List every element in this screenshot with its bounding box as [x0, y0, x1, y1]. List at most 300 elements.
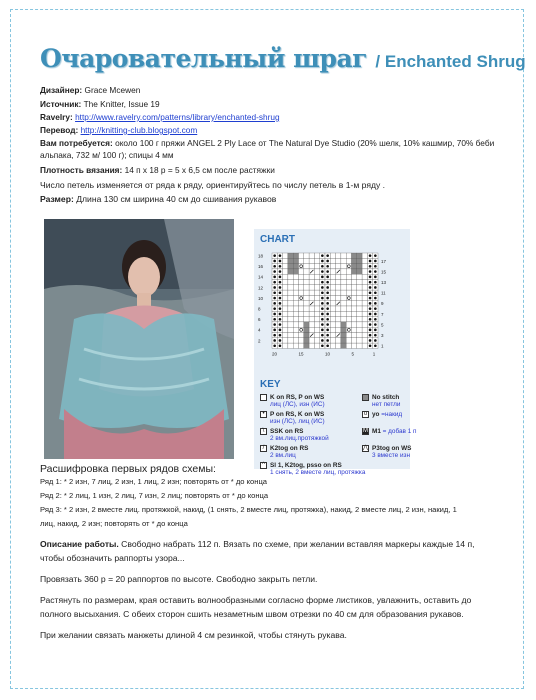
- chart-cell: [362, 327, 367, 332]
- purl-dot: [279, 254, 282, 257]
- ravelry-link[interactable]: http://www.ravelry.com/patterns/library/enchanted-shrug: [75, 112, 280, 122]
- chart-cell: [362, 322, 367, 327]
- chart-cell: [336, 317, 341, 322]
- source-value: The Knitter, Issue 19: [83, 99, 160, 109]
- key-item-m1: M M1 = добав 1 п: [363, 428, 417, 435]
- col-label: 20: [272, 351, 278, 357]
- chart-cell: [299, 280, 304, 285]
- materials-line: Вам потребуется: около 100 г пряжи ANGEL 2 Ply Lace от The Natural Dye Studio (20% шелк, 10% кашмир, 70% беби: [40, 138, 495, 148]
- key-item-ssk: \ SSK on RS 2 вм.лиц.протяжкой: [260, 428, 329, 442]
- purl-dot: [321, 297, 324, 300]
- chart-cell: [283, 274, 288, 279]
- chart-cell: [299, 269, 304, 274]
- purl-dot: [273, 313, 276, 316]
- chart-cell: [283, 280, 288, 285]
- chart-cell: [341, 343, 346, 348]
- size-value: Длина 130 см ширина 40 см до сшивания рукавов: [76, 194, 277, 204]
- purl-dot: [369, 302, 372, 305]
- purl-dot: [279, 260, 282, 263]
- chart-cell: [283, 327, 288, 332]
- row-label-right: 13: [381, 280, 387, 285]
- chart-cell: [346, 253, 351, 258]
- work-description: Описание работы. Свободно набрать 112 п. Вязать по схеме, при желании вставляя маркеры каждые 14 п, чтобы обозначить раппорты узора...: [40, 539, 475, 563]
- purl-dot: [326, 302, 329, 305]
- chart-cell: [293, 269, 298, 274]
- chart-cell: [336, 258, 341, 263]
- chart-cell: [288, 322, 293, 327]
- purl-dot: [326, 307, 329, 310]
- purl-dot: [321, 265, 324, 268]
- chart-cell: [336, 322, 341, 327]
- chart-cell: [341, 311, 346, 316]
- work-label: Описание работы.: [40, 539, 119, 549]
- source-line: Источник: The Knitter, Issue 19: [40, 99, 160, 109]
- col-label: 10: [325, 351, 331, 357]
- chart-cell: [330, 285, 335, 290]
- purl-dot: [374, 344, 377, 347]
- purl-dot: [279, 344, 282, 347]
- chart-cell: [352, 264, 357, 269]
- chart-cell: [288, 274, 293, 279]
- chart-cell: [346, 327, 351, 332]
- chart-cell: [309, 327, 314, 332]
- chart-cell: [314, 295, 319, 300]
- chart-cell: [314, 327, 319, 332]
- purl-dot: [321, 323, 324, 326]
- chart-cell: [352, 258, 357, 263]
- chart-cell: [346, 285, 351, 290]
- chart-cell: [362, 269, 367, 274]
- chart-cell: [341, 269, 346, 274]
- chart-cell: [336, 253, 341, 258]
- chart-cell: [352, 327, 357, 332]
- purl-dot: [279, 318, 282, 321]
- row-label-right: 9: [381, 301, 384, 307]
- chart-cell: [352, 269, 357, 274]
- chart-cell: [352, 343, 357, 348]
- chart-cell: [357, 306, 362, 311]
- chart-cell: [299, 311, 304, 316]
- chart-cell: [352, 274, 357, 279]
- purl-dot: [273, 344, 276, 347]
- col-label: 15: [298, 351, 304, 357]
- model-photo: [44, 219, 234, 459]
- purl-dot: [326, 291, 329, 294]
- chart-cell: [336, 295, 341, 300]
- chart-cell: [346, 269, 351, 274]
- sk2p-icon: ^: [260, 462, 267, 469]
- chart-cell: [341, 274, 346, 279]
- purl-dot: [321, 291, 324, 294]
- chart-cell: [304, 343, 309, 348]
- chart-cells: [272, 253, 378, 348]
- chart-cell: [336, 338, 341, 343]
- chart-cell: [304, 311, 309, 316]
- purl-dot: [279, 302, 282, 305]
- chart-cell: [330, 290, 335, 295]
- chart-cell: [362, 338, 367, 343]
- chart-cell: [336, 280, 341, 285]
- chart-cell: [341, 333, 346, 338]
- purl-dot: [273, 318, 276, 321]
- purl-dot: [273, 286, 276, 289]
- chart-cell: [283, 253, 288, 258]
- chart-cell: [304, 285, 309, 290]
- row-label-right: 3: [381, 333, 384, 338]
- chart-cell: [299, 253, 304, 258]
- row-label-right: 11: [381, 290, 386, 296]
- chart-cell: [304, 317, 309, 322]
- purl-dot: [369, 318, 372, 321]
- chart-cell: [352, 280, 357, 285]
- chart-cell: [299, 290, 304, 295]
- chart-cell: [362, 295, 367, 300]
- chart-cell: [346, 333, 351, 338]
- chart-cell: [314, 285, 319, 290]
- row-label-left: 14: [258, 274, 264, 280]
- chart-cell: [352, 253, 357, 258]
- chart-cell: [330, 280, 335, 285]
- purl-dot: [326, 334, 329, 337]
- chart-cell: [341, 285, 346, 290]
- chart-cell: [304, 253, 309, 258]
- chart-cell: [314, 280, 319, 285]
- chart-cell: [299, 317, 304, 322]
- chart-cell: [299, 343, 304, 348]
- circle-icon: o: [363, 411, 368, 417]
- chart-cell: [346, 311, 351, 316]
- purl-dot: [374, 323, 377, 326]
- chart-cell: [299, 338, 304, 343]
- purl-dot: [273, 254, 276, 257]
- purl-dot: [273, 281, 276, 284]
- chart-cell: [288, 290, 293, 295]
- chart-cell: [357, 322, 362, 327]
- purl-dot: [374, 260, 377, 263]
- purl-dot: [369, 307, 372, 310]
- purl-dot: [326, 281, 329, 284]
- chart-cell: [288, 317, 293, 322]
- chart-cell: [330, 311, 335, 316]
- purl-dot: [326, 339, 329, 342]
- page-title: [40, 44, 526, 73]
- chart-cell: [330, 264, 335, 269]
- p3tog-icon: ⋀: [363, 445, 368, 451]
- chart-cell: [330, 317, 335, 322]
- designer-value: Grace Mcewen: [84, 85, 141, 95]
- chart-cell: [283, 264, 288, 269]
- chart-cell: [314, 258, 319, 263]
- chart-cell: [341, 322, 346, 327]
- chart-cell: [346, 258, 351, 263]
- purl-dot: [369, 329, 372, 332]
- chart-cell: [299, 333, 304, 338]
- chart-cell: [288, 269, 293, 274]
- chart-cell: [283, 317, 288, 322]
- chart-cell: [346, 301, 351, 306]
- chart-cell: [341, 253, 346, 258]
- chart-cell: [283, 285, 288, 290]
- purl-dot: [369, 339, 372, 342]
- row-label-left: 12: [258, 285, 264, 291]
- purl-dot: [326, 286, 329, 289]
- key-item-yo: o yo =накид: [363, 411, 403, 418]
- model-photo-art: [44, 219, 234, 459]
- purl-dot: [273, 297, 276, 300]
- chart-cell: [283, 269, 288, 274]
- chart-cell: [288, 311, 293, 316]
- purl-dot: [369, 254, 372, 257]
- chart-cell: [293, 306, 298, 311]
- chart-cell: [309, 306, 314, 311]
- gauge-value: 14 п х 18 р = 5 х 6,5 см после растяжки: [124, 165, 275, 175]
- chart-cell: [288, 253, 293, 258]
- purl-dot: [326, 344, 329, 347]
- chart-heading: CHART: [260, 234, 295, 245]
- chart-cell: [341, 258, 346, 263]
- chart-cell: [341, 295, 346, 300]
- purl-dot: [374, 334, 377, 337]
- chart-cell: [293, 343, 298, 348]
- chart-cell: [283, 338, 288, 343]
- chart-cell: [309, 264, 314, 269]
- stitch-count-note: Число петель изменяется от ряда к ряду, ориентируйтесь по числу петель в 1-м ряду .: [40, 180, 386, 190]
- chart-cell: [357, 274, 362, 279]
- row-label-left: 18: [258, 253, 264, 259]
- materials-value-1: около 100 г пряжи ANGEL 2 Ply Lace от The Natural Dye Studio (20% шелк, 10% кашмир, 70% беби: [115, 138, 495, 148]
- purl-dot: [279, 323, 282, 326]
- chart-cell: [346, 317, 351, 322]
- key-item-p3tog: ⋀ P3tog on WS 3 вместе изн: [363, 445, 412, 459]
- chart-cell: [288, 295, 293, 300]
- chart-cell: [304, 269, 309, 274]
- chart-cell: [293, 333, 298, 338]
- purl-dot: [369, 297, 372, 300]
- purl-dot: [369, 286, 372, 289]
- key-item-k-rs: K on RS, P on WS лиц (ЛС), изн (ИС): [260, 394, 325, 408]
- chart-cell: [330, 343, 335, 348]
- col-label: 5: [351, 351, 355, 357]
- row-label-right: 1: [381, 343, 384, 349]
- chart-cell: [293, 317, 298, 322]
- purl-dot: [369, 334, 372, 337]
- chart-cell: [336, 264, 341, 269]
- chart-cell: [314, 290, 319, 295]
- chart-cell: [314, 269, 319, 274]
- chart-cell: [309, 295, 314, 300]
- chart-cell: [288, 338, 293, 343]
- purl-dot: [273, 323, 276, 326]
- chart-cell: [309, 280, 314, 285]
- chart-cell: [362, 306, 367, 311]
- row-label-left: 8: [258, 306, 261, 312]
- chart-cell: [304, 264, 309, 269]
- chart-cell: [304, 290, 309, 295]
- dot-icon: •: [260, 411, 267, 418]
- chart-cell: [341, 280, 346, 285]
- materials-line-2: альпака, 732 м/ 100 г); спицы 4 мм: [40, 150, 174, 160]
- grey-square-icon: [362, 394, 369, 401]
- chart-cell: [357, 343, 362, 348]
- purl-dot: [374, 302, 377, 305]
- row-label-right: 5: [381, 322, 384, 328]
- col-label: 1: [372, 351, 376, 357]
- chart-cell: [293, 285, 298, 290]
- purl-dot: [279, 276, 282, 279]
- purl-dot: [279, 265, 282, 268]
- chart-cell: [352, 311, 357, 316]
- chart-cell: [341, 306, 346, 311]
- chart-cell: [346, 280, 351, 285]
- chart-cell: [330, 295, 335, 300]
- chart-cell: [309, 285, 314, 290]
- chart-cell: [304, 322, 309, 327]
- rows-heading: Расшифровка первых рядов схемы:: [40, 463, 216, 475]
- purl-dot: [321, 329, 324, 332]
- chart-cell: [357, 290, 362, 295]
- chart-cell: [293, 274, 298, 279]
- purl-dot: [279, 297, 282, 300]
- chart-cell: [336, 311, 341, 316]
- chart-cell: [283, 258, 288, 263]
- chart-cell: [293, 301, 298, 306]
- work-para-2: Провязать 360 р = 20 раппортов по высоте. Свободно закрыть петли.: [40, 574, 318, 584]
- chart-cell: [330, 253, 335, 258]
- purl-dot: [374, 339, 377, 342]
- chart-cell: [283, 322, 288, 327]
- chart-cell: [283, 333, 288, 338]
- purl-dot: [321, 260, 324, 263]
- purl-dot: [369, 260, 372, 263]
- k2tog-icon: /: [260, 445, 267, 452]
- translation-link[interactable]: http://knitting-club.blogspot.com: [80, 125, 198, 135]
- chart-cell: [341, 290, 346, 295]
- chart-cell: [330, 306, 335, 311]
- chart-cell: [362, 274, 367, 279]
- purl-dot: [326, 265, 329, 268]
- purl-dot: [321, 281, 324, 284]
- chart-cell: [314, 253, 319, 258]
- chart-cell: [283, 301, 288, 306]
- chart-cell: [336, 343, 341, 348]
- purl-dot: [374, 307, 377, 310]
- purl-dot: [374, 270, 377, 273]
- row-label-left: 16: [258, 264, 264, 270]
- chart-cell: [293, 253, 298, 258]
- purl-dot: [279, 334, 282, 337]
- purl-dot: [273, 260, 276, 263]
- chart-cell: [362, 311, 367, 316]
- chart-cell: [309, 338, 314, 343]
- purl-dot: [374, 281, 377, 284]
- chart-cell: [330, 274, 335, 279]
- purl-dot: [326, 254, 329, 257]
- chart-cell: [299, 274, 304, 279]
- purl-dot: [374, 265, 377, 268]
- purl-dot: [374, 254, 377, 257]
- chart-cell: [330, 338, 335, 343]
- purl-dot: [369, 276, 372, 279]
- chart-cell: [362, 285, 367, 290]
- purl-dot: [374, 276, 377, 279]
- chart-cell: [352, 290, 357, 295]
- chart-cell: [330, 301, 335, 306]
- chart-cell: [314, 301, 319, 306]
- chart-cell: [341, 338, 346, 343]
- chart-cell: [330, 258, 335, 263]
- chart-cell: [293, 327, 298, 332]
- chart-cell: [283, 306, 288, 311]
- purl-dot: [321, 344, 324, 347]
- chart-cell: [288, 301, 293, 306]
- chart-cell: [293, 338, 298, 343]
- work-para-3: Растянуть по размерам, края оставить волнообразными согласно форме листиков, увлажнить, оставить до полного высыхания. С обеих сторон сшить незаметным швом отрезки по 40 см для образования рукавов.: [40, 595, 472, 619]
- chart-cell: [299, 285, 304, 290]
- chart-cell: [314, 338, 319, 343]
- chart-cell: [352, 322, 357, 327]
- chart-cell: [293, 311, 298, 316]
- chart-cell: [314, 306, 319, 311]
- chart-cell: [309, 253, 314, 258]
- chart-cell: [336, 290, 341, 295]
- purl-dot: [321, 307, 324, 310]
- purl-dot: [279, 313, 282, 316]
- chart-cell: [288, 306, 293, 311]
- chart-cell: [293, 322, 298, 327]
- chart-cell: [288, 285, 293, 290]
- chart-cell: [352, 306, 357, 311]
- purl-dot: [326, 270, 329, 273]
- chart-cell: [314, 317, 319, 322]
- purl-dot: [326, 329, 329, 332]
- chart-cell: [357, 264, 362, 269]
- chart-cell: [362, 253, 367, 258]
- purl-dot: [321, 339, 324, 342]
- key-item-p-rs: • P on RS, K on WS изн (ЛС), лиц (ИС): [260, 411, 325, 425]
- knitting-chart-grid: [254, 245, 410, 375]
- chart-cell: [299, 322, 304, 327]
- chart-cell: [304, 280, 309, 285]
- purl-dot: [273, 307, 276, 310]
- purl-dot: [326, 313, 329, 316]
- chart-cell: [357, 285, 362, 290]
- chart-cell: [293, 258, 298, 263]
- purl-dot: [369, 313, 372, 316]
- chart-cell: [293, 264, 298, 269]
- chart-cell: [293, 280, 298, 285]
- key-item-sk2p: ^ Sl 1, K2tog, psso on RS 1 снять, 2 вместе лиц, протяжка: [260, 462, 365, 476]
- key-item-k2tog: / K2tog on RS 2 вм.лиц: [260, 445, 308, 459]
- chart-cell: [288, 327, 293, 332]
- chart-cell: [362, 343, 367, 348]
- size-line: Размер: Длина 130 см ширина 40 см до сшивания рукавов: [40, 194, 277, 204]
- chart-cell: [304, 295, 309, 300]
- chart-cell: [357, 301, 362, 306]
- chart-cell: [346, 295, 351, 300]
- chart-cell: [314, 311, 319, 316]
- purl-dot: [326, 323, 329, 326]
- chart-cell: [336, 285, 341, 290]
- chart-cell: [309, 290, 314, 295]
- chart-cell: [288, 280, 293, 285]
- row-label-left: 4: [258, 327, 261, 333]
- key-item-no-stitch: No stitch нет петли: [362, 394, 400, 408]
- purl-dot: [321, 313, 324, 316]
- row-label-right: 7: [381, 311, 384, 317]
- purl-dot: [326, 276, 329, 279]
- chart-cell: [314, 264, 319, 269]
- row-label-left: 6: [258, 317, 261, 323]
